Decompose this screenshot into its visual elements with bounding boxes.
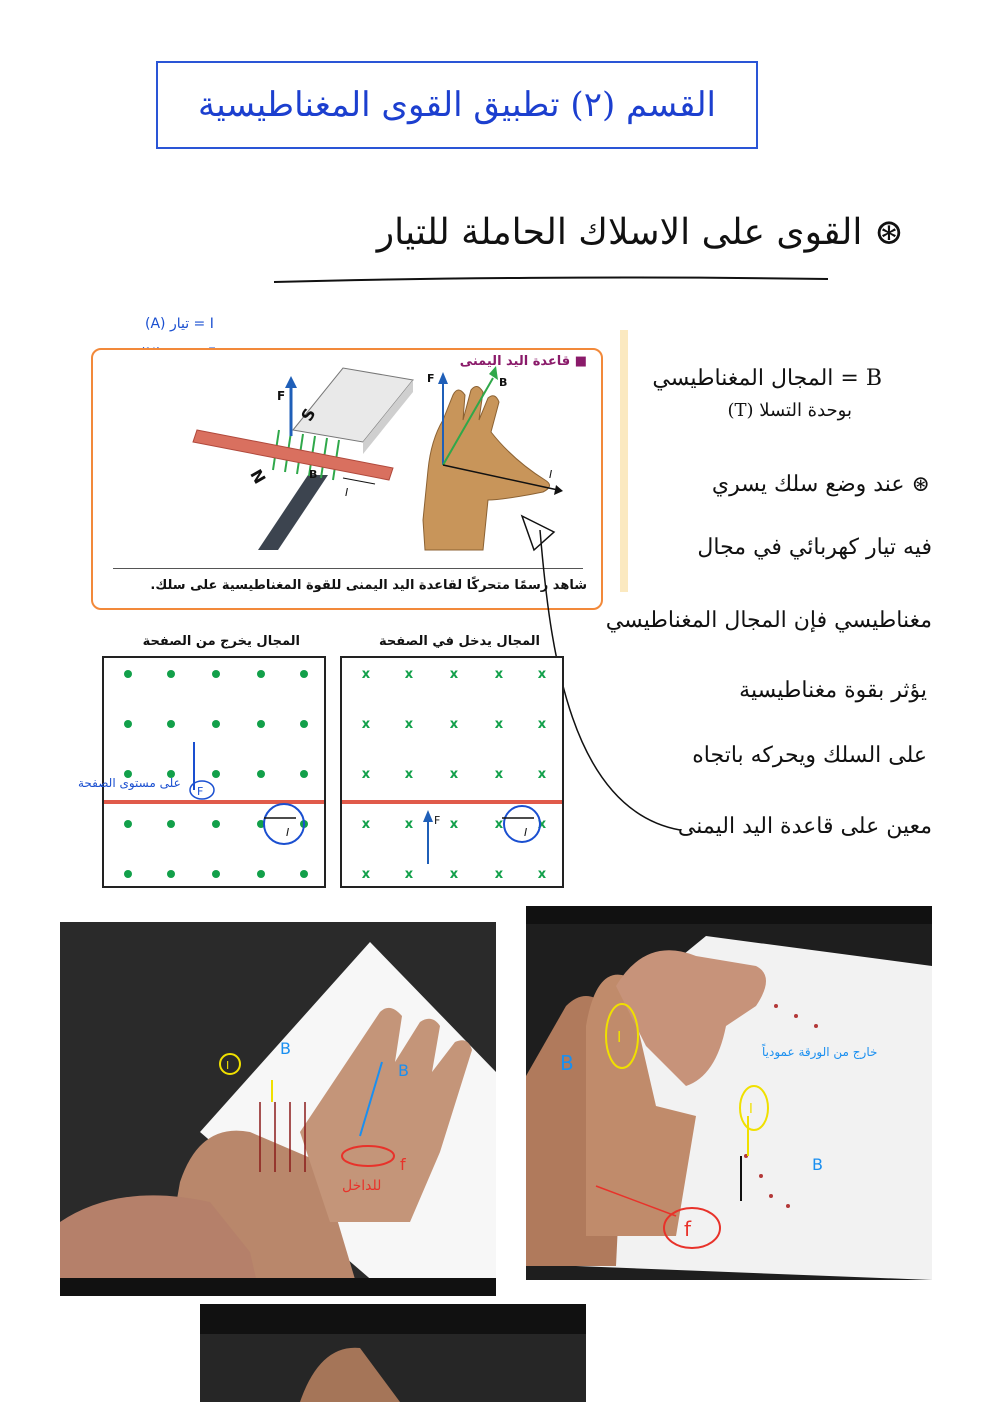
svg-text:x: x [449,817,459,832]
note-b-unit: بوحدة التسلا (T) [727,400,852,421]
photo-left-note: للداخل [342,1178,382,1194]
topic-heading-text: القوى على الاسلاك الحاملة للتيار [376,212,863,253]
photo-left-scene [60,922,496,1296]
note-paragraph-line-5: على السلك ويحركه باتجاه [692,743,927,768]
field-out-force-label: F [197,785,204,798]
star-bullet-icon: ⊛ [862,212,904,253]
svg-text:x: x [494,717,504,732]
section-header-box [156,61,758,149]
field-in-current-label: I [524,826,528,839]
figure-label-f-left: F [277,389,286,403]
svg-text:x: x [404,867,414,882]
figure-label-b-hand: B [499,376,508,389]
field-out-annotation: على مستوى الصفحة [78,776,181,790]
photo-left-label-b2: B [398,1061,409,1080]
magnet-label-s: S [297,404,320,425]
photo-bottom [200,1304,586,1402]
photo-right-label-b: B [560,1051,574,1075]
figure-caption: شاهد رسمًا متحركًا لقاعدة اليد اليمنى للقوة المغناطيسية على سلك. [150,578,587,593]
svg-text:x: x [361,717,371,732]
photo-right-label-b2: B [812,1155,823,1174]
svg-text:x: x [404,767,414,782]
svg-text:x: x [537,667,547,682]
field-out-diagram [102,656,326,888]
svg-text:x: x [537,767,547,782]
svg-text:x: x [494,867,504,882]
figure-label-b-left: B [309,468,318,481]
svg-text:x: x [361,667,371,682]
svg-text:x: x [361,867,371,882]
svg-text:x: x [361,817,371,832]
field-in-crosses [342,658,562,886]
note-paragraph-line-3: مغناطيسي فإن المجال المغناطيسي [605,608,932,633]
figure-title: ■ قاعدة اليد اليمنى [459,354,587,369]
svg-text:x: x [537,817,547,832]
field-in-diagram [340,656,564,888]
svg-text:x: x [494,817,504,832]
svg-text:x: x [537,717,547,732]
field-out-current-label: I [286,826,290,839]
svg-text:x: x [404,667,414,682]
photo-right-label-f: f [684,1217,692,1241]
svg-text:x: x [537,867,547,882]
photo-right-note: خارج من الورقة عمودياً [762,1045,878,1059]
star-bullet-icon: ⊛ [904,472,930,497]
svg-text:x: x [361,767,371,782]
photo-left-label-b: B [280,1039,291,1058]
field-out-dots [104,658,324,886]
photo-bottom-scene [200,1304,586,1402]
photo-right-label-i2: I [749,1102,753,1117]
annotation-current: I = تيار (A) [145,316,214,332]
photo-right [526,906,932,1280]
photo-right-scene [526,906,932,1280]
svg-text:x: x [449,717,459,732]
svg-text:x: x [404,817,414,832]
field-in-force-label: F [434,814,441,827]
svg-text:x: x [449,767,459,782]
field-in-label: المجال يدخل في الصفحة [379,634,540,649]
figure-label-i-hand: I [549,468,553,481]
photo-left-label-i: I [226,1059,230,1072]
svg-text:x: x [449,867,459,882]
note-paragraph-line-4: يؤثر بقوة مغناطيسية [739,678,927,703]
svg-text:x: x [494,667,504,682]
photo-left-label-f: f [400,1155,406,1174]
figure-label-f-hand: F [427,372,435,385]
note-paragraph-line-1: ⊛ عند وضع سلك يسري [711,472,930,497]
note-paragraph-line-2: فيه تيار كهربائي في مجال [697,535,932,560]
svg-text:x: x [404,717,414,732]
svg-text:x: x [494,767,504,782]
svg-text:x: x [449,667,459,682]
photo-right-label-i: I [617,1028,622,1046]
field-out-label: المجال يخرج من الصفحة [142,634,300,649]
heading-underline [272,276,832,286]
magnet-label-n: N [246,466,270,488]
topic-heading [377,212,904,253]
photo-left [60,922,496,1296]
figure-label-i-left: I [345,486,349,499]
note-paragraph-line-6: معين على قاعدة اليد اليمنى [677,814,932,839]
note-b-definition: B = المجال المغناطيسي [652,366,882,391]
section-title: القسم (٢) تطبيق القوى المغناطيسية [197,85,717,125]
